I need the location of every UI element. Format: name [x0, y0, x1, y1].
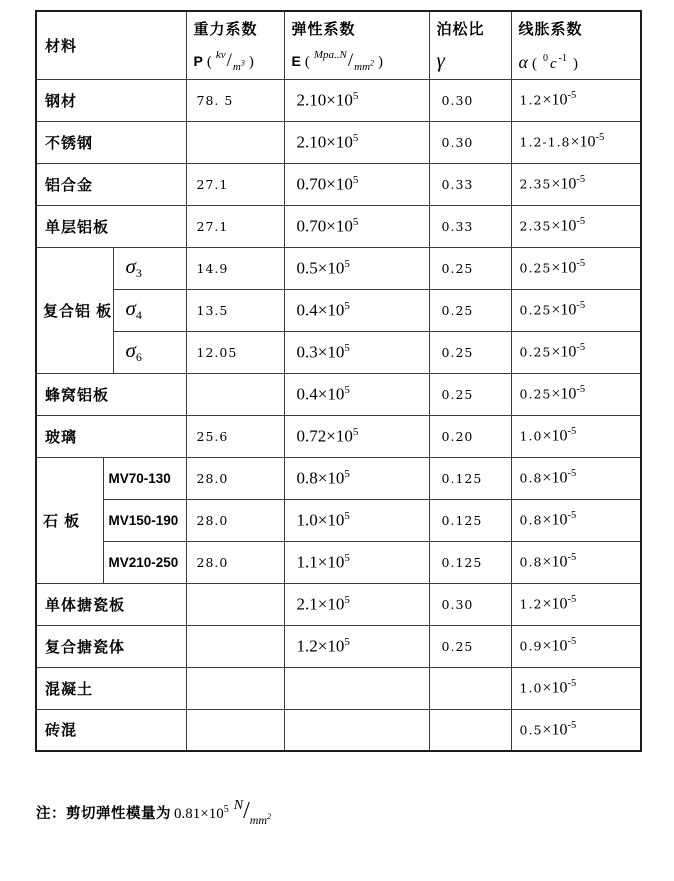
table-row — [36, 247, 641, 289]
poisson-cell: 0.25 — [429, 373, 511, 415]
elastic-cell: $0.4\times 10^5$ — [284, 373, 429, 415]
gravity-cell — [186, 709, 284, 751]
elastic-cell: $1.2\times 10^5$ — [284, 625, 429, 667]
elastic-cell: $2.10\times 10^5$ — [284, 121, 429, 163]
table-row — [36, 289, 641, 331]
material-sub-cell: MV70-130 — [103, 457, 186, 499]
elastic-cell: $0.8\times 10^5$ — [284, 457, 429, 499]
material-sub-cell: MV150-190 — [103, 499, 186, 541]
table-row — [36, 331, 641, 373]
gravity-cell — [186, 625, 284, 667]
elastic-cell: $2.10\times 10^5$ — [284, 79, 429, 121]
header-row — [36, 11, 641, 79]
gravity-cell: 78. 5 — [186, 79, 284, 121]
expansion-cell: $0.25\times 10^{-5}$ — [511, 247, 641, 289]
elastic-cell — [284, 667, 429, 709]
poisson-cell: 0.125 — [429, 499, 511, 541]
table-row — [36, 205, 641, 247]
table-row — [36, 373, 641, 415]
material-group-cell: 复合铝 板 — [36, 247, 113, 373]
material-sub-cell: $\sigma_6$ — [113, 331, 186, 373]
header-elastic: 弹性系数 E ( $^{Mpa..N}/_{mm^2}$ ) — [284, 11, 429, 79]
elastic-cell: $0.4\times 10^5$ — [284, 289, 429, 331]
expansion-cell: $0.5\times 10^{-5}$ — [511, 709, 641, 751]
gravity-cell — [186, 121, 284, 163]
material-cell: 混凝土 — [36, 667, 186, 709]
poisson-cell: 0.33 — [429, 205, 511, 247]
elastic-cell: $0.3\times 10^5$ — [284, 331, 429, 373]
expansion-cell: $1.0\times 10^{-5}$ — [511, 667, 641, 709]
table-row — [36, 79, 641, 121]
poisson-cell: 0.33 — [429, 163, 511, 205]
poisson-cell: 0.125 — [429, 457, 511, 499]
gravity-cell: 14.9 — [186, 247, 284, 289]
poisson-cell: 0.30 — [429, 79, 511, 121]
material-group-cell: 石 板 — [36, 457, 103, 583]
material-sub-cell: $\sigma_3$ — [113, 247, 186, 289]
poisson-cell: 0.25 — [429, 625, 511, 667]
poisson-cell: 0.25 — [429, 289, 511, 331]
expansion-cell: $0.25\times 10^{-5}$ — [511, 289, 641, 331]
table-row — [36, 415, 641, 457]
material-properties-table — [35, 10, 642, 752]
header-expansion: 线胀系数 α ( $^0$ c $^{-1}$ ) — [511, 11, 641, 79]
expansion-cell: $0.8\times 10^{-5}$ — [511, 499, 641, 541]
expansion-cell: $1.2-1.8\times 10^{-5}$ — [511, 121, 641, 163]
material-cell: 玻璃 — [36, 415, 186, 457]
expansion-cell: $2.35\times 10^{-5}$ — [511, 163, 641, 205]
poisson-cell: 0.20 — [429, 415, 511, 457]
footnote-unit: $N/_{mm^2}$ — [233, 798, 272, 827]
poisson-cell: 0.30 — [429, 121, 511, 163]
footnote-label: 注：剪切弹性模量为 — [36, 806, 171, 822]
expansion-cell: $1.2\times 10^{-5}$ — [511, 583, 641, 625]
expansion-cell: $0.8\times 10^{-5}$ — [511, 541, 641, 583]
gravity-cell — [186, 583, 284, 625]
gravity-cell: 28.0 — [186, 499, 284, 541]
expansion-cell: $1.2\times 10^{-5}$ — [511, 79, 641, 121]
elastic-cell: $1.0\times 10^5$ — [284, 499, 429, 541]
gravity-cell: 28.0 — [186, 541, 284, 583]
expansion-cell: $0.25\times 10^{-5}$ — [511, 331, 641, 373]
poisson-cell: 0.30 — [429, 583, 511, 625]
table-row — [36, 499, 641, 541]
elastic-cell: $0.70\times 10^5$ — [284, 205, 429, 247]
elastic-cell: $1.1\times 10^5$ — [284, 541, 429, 583]
gravity-cell — [186, 667, 284, 709]
table-row — [36, 457, 641, 499]
elastic-cell: $2.1\times 10^5$ — [284, 583, 429, 625]
expansion-cell: $1.0\times 10^{-5}$ — [511, 415, 641, 457]
table-row — [36, 667, 641, 709]
gravity-cell: 28.0 — [186, 457, 284, 499]
poisson-cell — [429, 667, 511, 709]
material-cell: 单体搪瓷板 — [36, 583, 186, 625]
gravity-cell: 25.6 — [186, 415, 284, 457]
elastic-cell: $0.5\times 10^5$ — [284, 247, 429, 289]
header-poisson: 泊松比 γ — [429, 11, 511, 79]
gravity-cell: 27.1 — [186, 163, 284, 205]
table-row — [36, 625, 641, 667]
footnote-value: $0.81\times 10^5$ — [174, 804, 229, 822]
gravity-cell: 13.5 — [186, 289, 284, 331]
expansion-cell: $0.25\times 10^{-5}$ — [511, 373, 641, 415]
material-cell: 复合搪瓷体 — [36, 625, 186, 667]
header-gravity: 重力系数 P ( $^{kv}/_{m^3}$ ) — [186, 11, 284, 79]
poisson-cell — [429, 709, 511, 751]
table-row — [36, 163, 641, 205]
header-material: 材料 — [36, 11, 186, 79]
table-row — [36, 583, 641, 625]
poisson-cell: 0.25 — [429, 331, 511, 373]
expansion-cell: $2.35\times 10^{-5}$ — [511, 205, 641, 247]
material-sub-cell: MV210-250 — [103, 541, 186, 583]
elastic-cell: $0.70\times 10^5$ — [284, 163, 429, 205]
material-cell: 砖混 — [36, 709, 186, 751]
elastic-cell: $0.72\times 10^5$ — [284, 415, 429, 457]
expansion-cell: $0.8\times 10^{-5}$ — [511, 457, 641, 499]
gravity-cell — [186, 373, 284, 415]
footnote — [36, 798, 271, 848]
poisson-cell: 0.25 — [429, 247, 511, 289]
elastic-cell — [284, 709, 429, 751]
table-row — [36, 541, 641, 583]
material-cell: 钢材 — [36, 79, 186, 121]
gravity-cell: 12.05 — [186, 331, 284, 373]
table-row — [36, 709, 641, 751]
material-cell: 蜂窝铝板 — [36, 373, 186, 415]
material-cell: 铝合金 — [36, 163, 186, 205]
material-cell: 不锈钢 — [36, 121, 186, 163]
poisson-cell: 0.125 — [429, 541, 511, 583]
expansion-cell: $0.9\times 10^{-5}$ — [511, 625, 641, 667]
material-cell: 单层铝板 — [36, 205, 186, 247]
gravity-cell: 27.1 — [186, 205, 284, 247]
material-sub-cell: $\sigma_4$ — [113, 289, 186, 331]
table-row — [36, 121, 641, 163]
